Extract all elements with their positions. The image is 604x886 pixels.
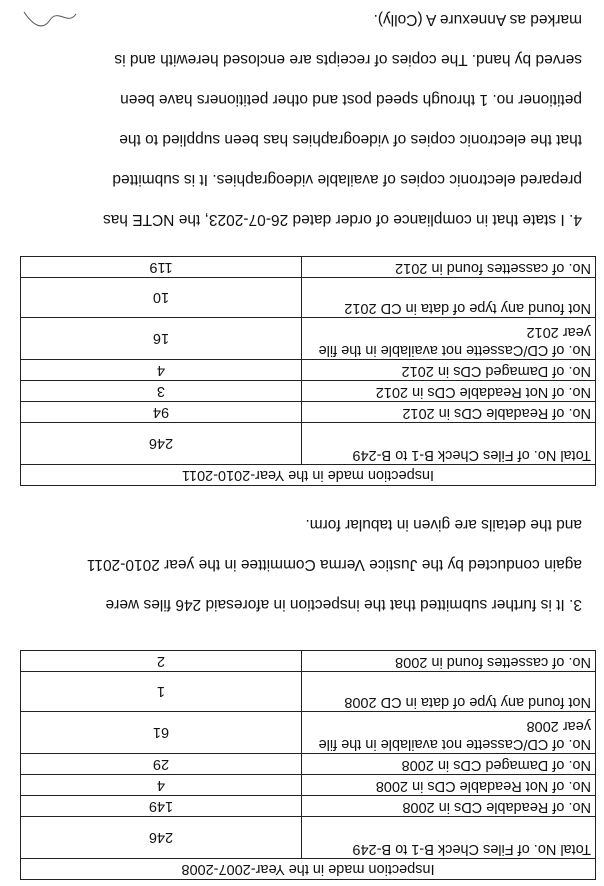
table-cell-value: 61 bbox=[21, 712, 302, 754]
table-cell-value: 4 bbox=[21, 775, 302, 796]
table-cell-label: No. of Damaged CDs in 2008 bbox=[302, 754, 596, 775]
paragraph-line: marked as Annexure A (Colly). bbox=[373, 11, 582, 28]
table-cell-value: 119 bbox=[21, 257, 302, 278]
table-cell-label: No. of Damaged CDs in 2012 bbox=[302, 360, 596, 381]
table-cell-label: No. of cassettes found in 2012 bbox=[302, 257, 596, 278]
table-cell-label: Total No. of Files Check B-1 to B-249 bbox=[302, 817, 596, 859]
table-cell-value: 3 bbox=[21, 381, 302, 402]
paragraph-line: 3. It is further submitted that the inspection in aforesaid 246 files were bbox=[105, 596, 582, 613]
table-cell-value: 246 bbox=[21, 423, 302, 465]
table-cell-value: 16 bbox=[21, 318, 302, 360]
table-cell-label: No. of cassettes found in 2008 bbox=[302, 651, 596, 672]
table-cell-label: No. of CD/Cassette not available in the file year 2008 bbox=[302, 712, 596, 754]
paragraph-line: served by hand. The copies of receipts are enclosed herewith and is bbox=[114, 51, 582, 68]
inspection-table-2007-2008 bbox=[20, 650, 596, 880]
table-cell-label: No. of CD/Cassette not available in the file year 2012 bbox=[302, 318, 596, 360]
paragraph-line: 4. I state that in compliance of order dated 26-07-2023, the NCTE has bbox=[102, 211, 582, 228]
paragraph-4 bbox=[17, 0, 582, 239]
table-cell-value: 10 bbox=[21, 278, 302, 318]
signature-mark bbox=[20, 6, 80, 28]
table-title: Inspection made in the Year-2010-2011 bbox=[21, 465, 596, 486]
table-cell-label: Total No. of Files Check B-1 to B-249 bbox=[302, 423, 596, 465]
paragraph-line: petitioner no. 1 through speed post and other petitioners have been bbox=[120, 91, 582, 108]
table-cell-label: No. of Readable CDs in 2008 bbox=[302, 796, 596, 817]
table-cell-value: 2 bbox=[21, 651, 302, 672]
inspection-table-2010-2011 bbox=[20, 256, 596, 486]
paragraph-line: that the electronic copies of videographies has been supplied to the bbox=[119, 131, 582, 148]
table-cell-value: 29 bbox=[21, 754, 302, 775]
table-cell-value: 149 bbox=[21, 796, 302, 817]
table-cell-label: No. of Readable CDs in 2012 bbox=[302, 402, 596, 423]
paragraph-line: again conducted by the Justice Verma Committee in the year 2010-2011 bbox=[86, 556, 582, 573]
table-cell-value: 1 bbox=[21, 672, 302, 712]
table-cell-label: Not found any type of data in CD 2008 bbox=[302, 672, 596, 712]
paragraph-line: and the details are given in tabular form. bbox=[305, 516, 582, 533]
table-cell-label: No. of Not Readable CDs in 2012 bbox=[302, 381, 596, 402]
table-cell-value: 94 bbox=[21, 402, 302, 423]
table-cell-label: Not found any type of data in CD 2012 bbox=[302, 278, 596, 318]
table-cell-value: 4 bbox=[21, 360, 302, 381]
table-title: Inspection made in the Year-2007-2008 bbox=[21, 859, 596, 880]
paragraph-line: prepared electronic copies of available videographies. It is submitted bbox=[112, 171, 582, 188]
table-cell-label: No. of Not Readable CDs in 2008 bbox=[302, 775, 596, 796]
paragraph-3 bbox=[17, 504, 582, 624]
table-cell-value: 246 bbox=[21, 817, 302, 859]
